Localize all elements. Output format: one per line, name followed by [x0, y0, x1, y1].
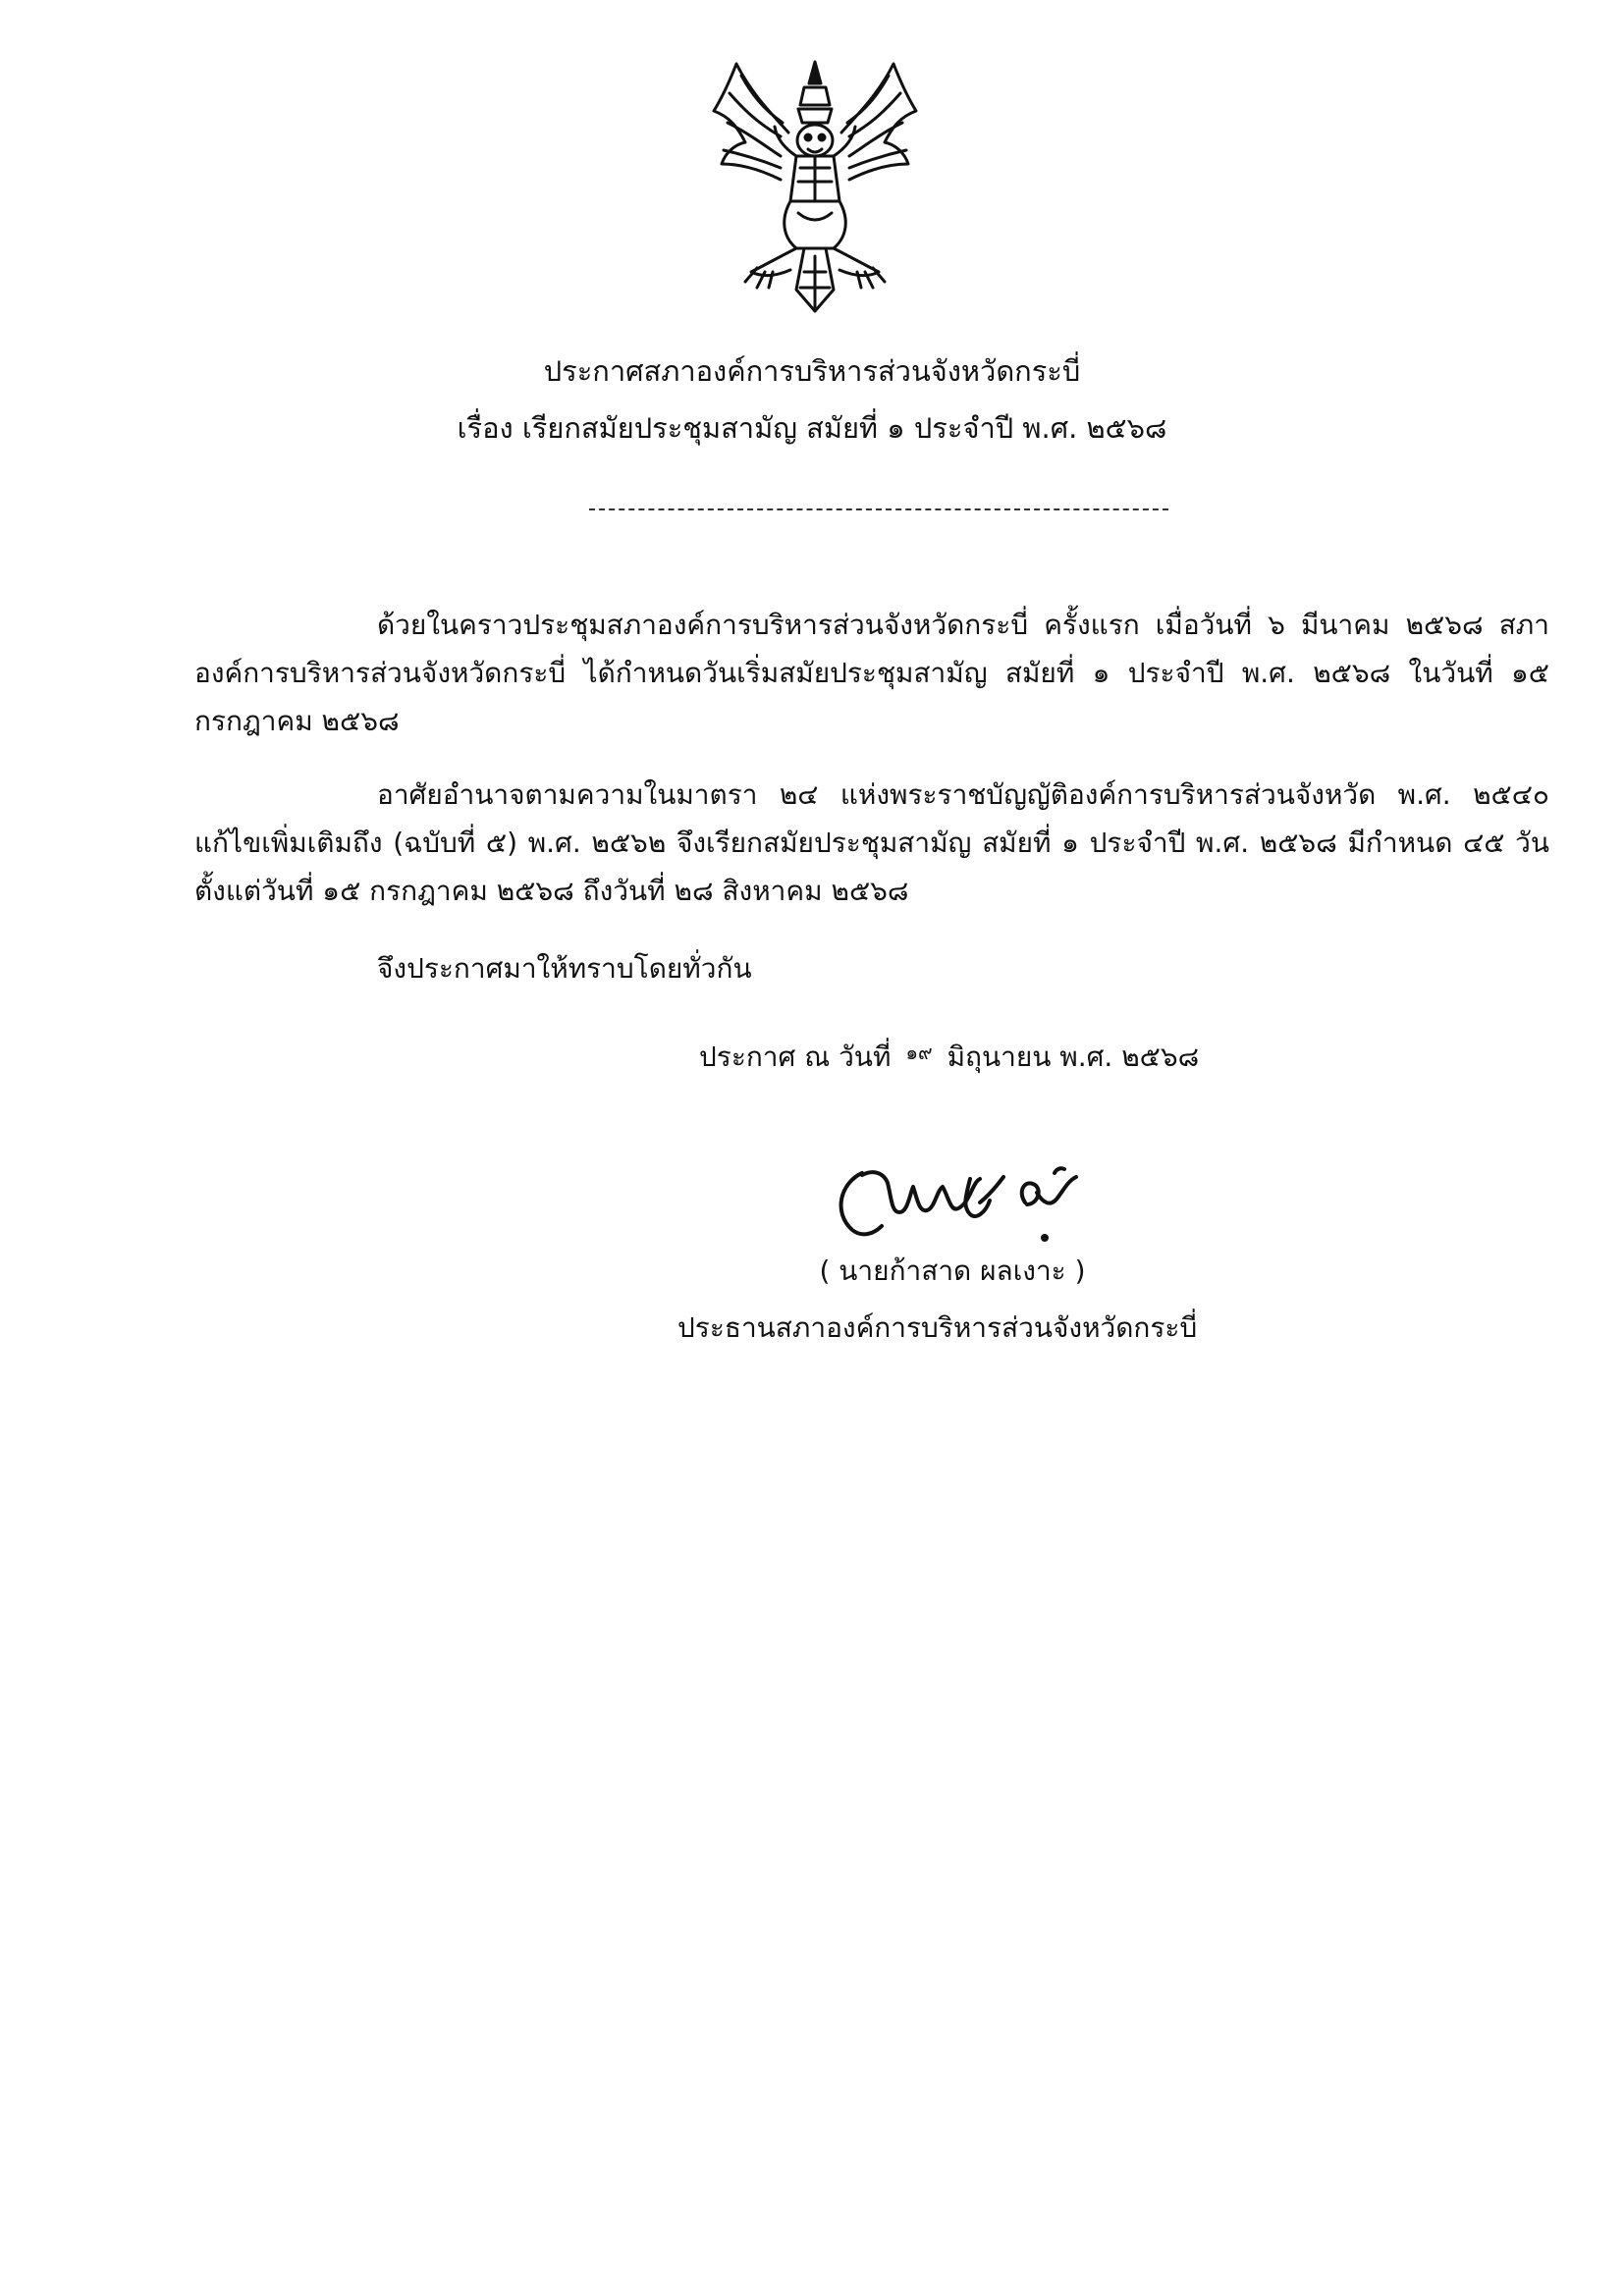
body-paragraph-2: อาศัยอำนาจตามความในมาตรา ๒๔ แห่งพระราชบัญญัติองค์การบริหารส่วนจังหวัด พ.ศ. ๒๕๔๐ แก้ไขเพิ่มเติมถึง (ฉบับที่ ๕) พ.ศ. ๒๕๖๒ จึงเรียกสมัยประชุมสามัญ สมัยที่ ๑ ประจำปี พ.ศ. ๒๕๖๘ มีกำหนด ๔๕ วัน ตั้งแต่วันที่ ๑๕ กรกฎาคม ๒๕๖๘ ถึงวันที่ ๒๘ สิงหาคม ๒๕๖๘ — [194, 778, 1549, 907]
divider-line — [589, 508, 1168, 510]
garuda-emblem-icon — [702, 54, 928, 319]
date-day-handwritten: ๑๙ — [905, 1041, 933, 1064]
signer-name: ( นายก้าสาด ผลเงาะ ) — [819, 1255, 1086, 1287]
signer-title: ประธานสภาองค์การบริหารส่วนจังหวัดกระบี่ — [677, 1311, 1198, 1344]
body-paragraph-3: จึงประกาศมาให้ทราบโดยทั่วกัน — [377, 952, 752, 985]
announcement-subject: เรื่อง เรียกสมัยประชุมสามัญ สมัยที่ ๑ ประจำปี พ.ศ. ๒๕๖๘ — [457, 411, 1167, 445]
announcement-title: ประกาศสภาองค์การบริหารส่วนจังหวัดกระบี่ — [543, 354, 1081, 388]
handwritten-signature-icon — [823, 1144, 1108, 1247]
announcement-date — [699, 1033, 1199, 1077]
date-prefix: ประกาศ ณ วันที่ — [699, 1041, 892, 1073]
body-paragraph-1: ด้วยในคราวประชุมสภาองค์การบริหารส่วนจังหวัดกระบี่ ครั้งแรก เมื่อวันที่ ๖ มีนาคม ๒๕๖๘ สภาองค์การบริหารส่วนจังหวัดกระบี่ ได้กำหนดวันเริ่มสมัยประชุมสามัญ สมัยที่ ๑ ประจำปี พ.ศ. ๒๕๖๘ ในวันที่ ๑๕ กรกฎาคม ๒๕๖๘ — [194, 609, 1549, 737]
date-suffix: มิถุนายน พ.ศ. ๒๕๖๘ — [947, 1041, 1200, 1073]
